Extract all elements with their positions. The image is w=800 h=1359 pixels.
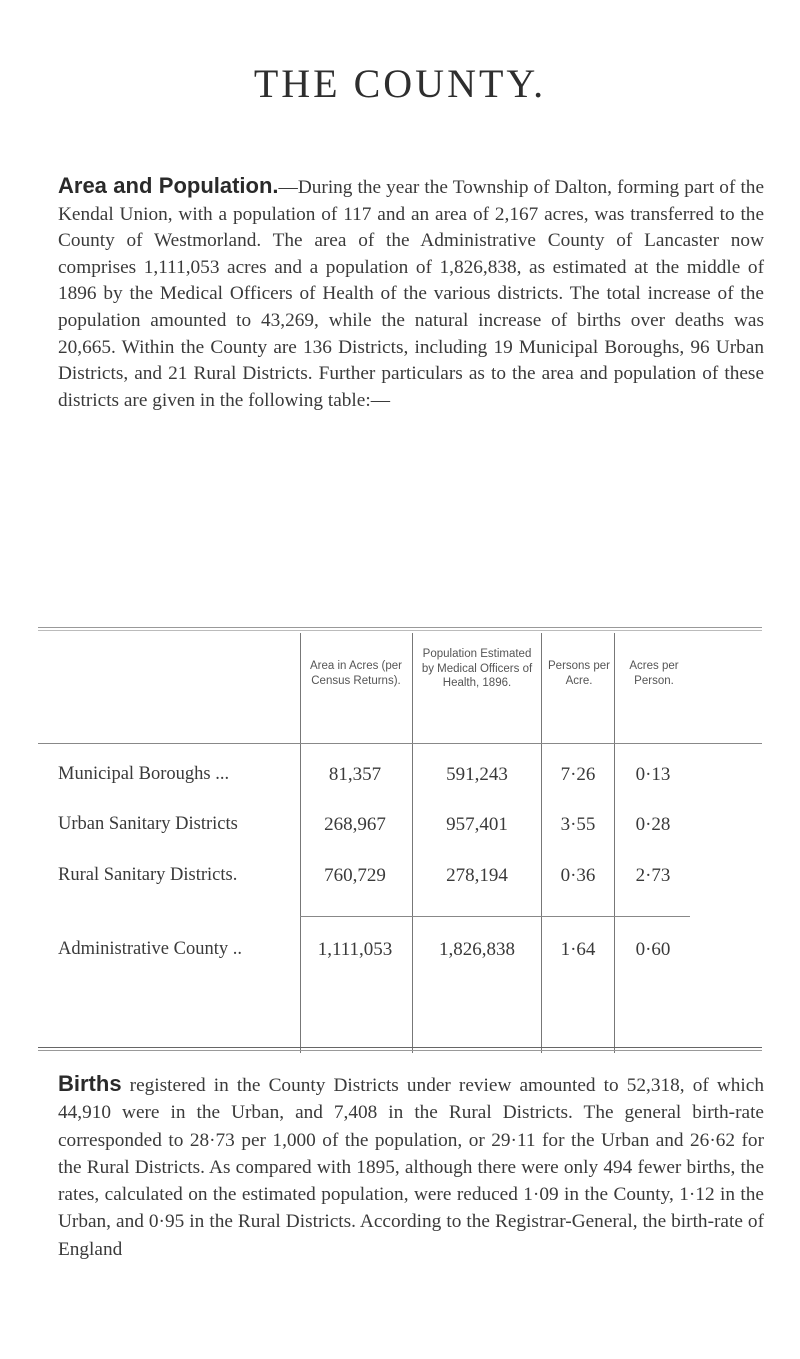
row-label-urban-sanitary: Urban Sanitary Districts <box>58 814 238 834</box>
cell-area: 268,967 <box>324 814 386 835</box>
subtotal-rule <box>300 916 690 917</box>
cell-area: 81,357 <box>328 764 382 785</box>
table-top-rule <box>38 627 762 628</box>
table-bottom-rule <box>38 1047 762 1048</box>
cell-population: 1,826,838 <box>439 939 515 960</box>
header-rule <box>38 743 762 744</box>
column-rule <box>541 633 542 1053</box>
header-population: Population Estimated by Medical Officers of Health, 1896. <box>421 648 533 689</box>
births-paragraph <box>58 1070 764 1263</box>
header-acres-per-person: Acres per Person. <box>629 660 679 687</box>
row-label-rural-sanitary: Rural Sanitary Districts. <box>58 865 238 885</box>
cell-persons-per-acre: 1·64 <box>560 939 596 960</box>
births-text: registered in the County Districts under review amounted to 52,318, of which 44,910 were in the Urban, and 7,408 in the Rural Districts. The general birth-rate corresponded to 28·73 per 1,000 of the population, or 29·11 for the Urban and 26·62 for the Rural Districts. As compared with 1895, although there were only 494 fewer births, the rates, calculated on the estimated population, were reduced 1·09 in the County, 1·12 in the Urban, and 0·95 in the Rural Districts. According to the Registrar-General, the birth-rate of England <box>58 1075 764 1260</box>
cell-population: 278,194 <box>446 865 508 886</box>
area-population-heading: Area and Population. <box>58 173 279 198</box>
cell-area: 1,111,053 <box>317 939 393 960</box>
cell-persons-per-acre: 3·55 <box>560 814 596 835</box>
cell-persons-per-acre: 7·26 <box>560 764 596 785</box>
cell-area: 760,729 <box>324 865 386 886</box>
cell-population: 591,243 <box>446 764 508 785</box>
cell-acres-per-person: 0·28 <box>635 814 671 835</box>
row-label-municipal-boroughs: Municipal Boroughs ... <box>58 764 230 784</box>
cell-population: 957,401 <box>446 814 508 835</box>
births-heading: Births <box>58 1071 122 1096</box>
cell-acres-per-person: 0·13 <box>635 764 671 785</box>
page-title: THE COUNTY. <box>253 61 547 106</box>
column-rule <box>412 633 413 1053</box>
cell-acres-per-person: 0·60 <box>635 939 671 960</box>
header-area-in-acres: Area in Acres (per Census Returns). <box>309 660 403 687</box>
column-rule <box>614 633 615 1053</box>
cell-acres-per-person: 2·73 <box>635 865 671 886</box>
area-population-table <box>0 627 800 1062</box>
table-bottom-rule-inner <box>38 1050 762 1051</box>
row-label-administrative-county: Administrative County .. <box>58 939 242 959</box>
area-population-paragraph <box>58 173 764 414</box>
column-rule <box>300 633 301 1053</box>
table-top-rule-inner <box>38 630 762 631</box>
area-population-text: —During the year the Township of Dalton, forming part of the Kendal Union, with a population of 117 and an area of 2,167 acres, was transferred to the County of Westmorland. The area of the Administrative County of Lancaster now comprises 1,111,053 acres and a population of 1,826,838, as estimated at the middle of 1896 by the Medical Officers of Health of the various districts. The total increase of the population amounted to 43,269, while the natural increase of births over deaths was 20,665. Within the County are 136 Districts, including 19 Municipal Boroughs, 96 Urban Districts, and 21 Rural Districts. Further particulars as to the area and population of these districts are given in the following table:— <box>58 177 764 411</box>
cell-persons-per-acre: 0·36 <box>560 865 596 886</box>
header-persons-per-acre: Persons per Acre. <box>548 660 611 687</box>
